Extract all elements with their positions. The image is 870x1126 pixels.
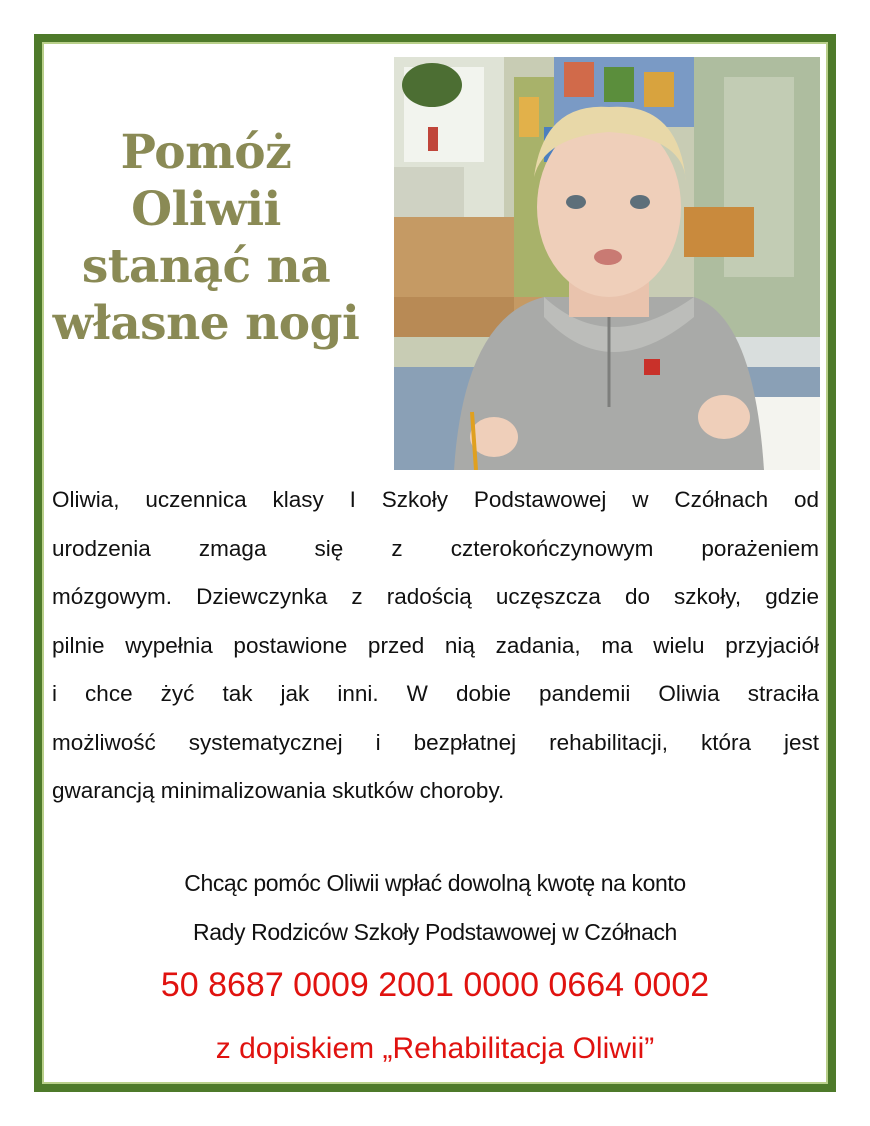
headline-line: Pomóż (120, 125, 292, 180)
paragraph-line: i chce żyć tak jak inni. W dobie pandemii Oliwia straciła (52, 681, 819, 706)
headline (46, 124, 366, 352)
appeal-line-1: Chcąc pomóc Oliwii wpłać dowolną kwotę na konto (184, 870, 686, 896)
paragraph-line: urodzenia zmaga się z czterokończynowym porażeniem (52, 535, 819, 561)
bank-account-number: 50 8687 0009 2001 0000 0664 0002 (160, 966, 710, 1004)
paragraph-line: możliwość systematycznej i bezpłatnej rehabilitacji, która jest (52, 729, 819, 755)
paragraph-line: mózgowym. Dziewczynka z radością uczęszcza do szkoły, gdzie (52, 584, 819, 609)
transfer-note: z dopiskiem „Rehabilitacja Oliwii” (215, 1032, 655, 1065)
headline-line: stanąć na (81, 239, 331, 294)
paragraph-line: Oliwia, uczennica klasy I Szkoły Podstawowej w Czółnach od (52, 487, 819, 512)
story-paragraph (52, 476, 819, 816)
photo-girl-at-school-desk (394, 57, 820, 470)
paragraph-line: gwarancją minimalizowania skutków choroby. (52, 778, 505, 803)
headline-line: Oliwii (131, 182, 281, 237)
headline-line: własne nogi (52, 296, 360, 351)
paragraph-line: pilnie wypełnia postawione przed nią zadania, ma wielu przyjaciół (52, 632, 819, 658)
appeal-line-2: Rady Rodziców Szkoły Podstawowej w Czółnach (193, 919, 677, 945)
